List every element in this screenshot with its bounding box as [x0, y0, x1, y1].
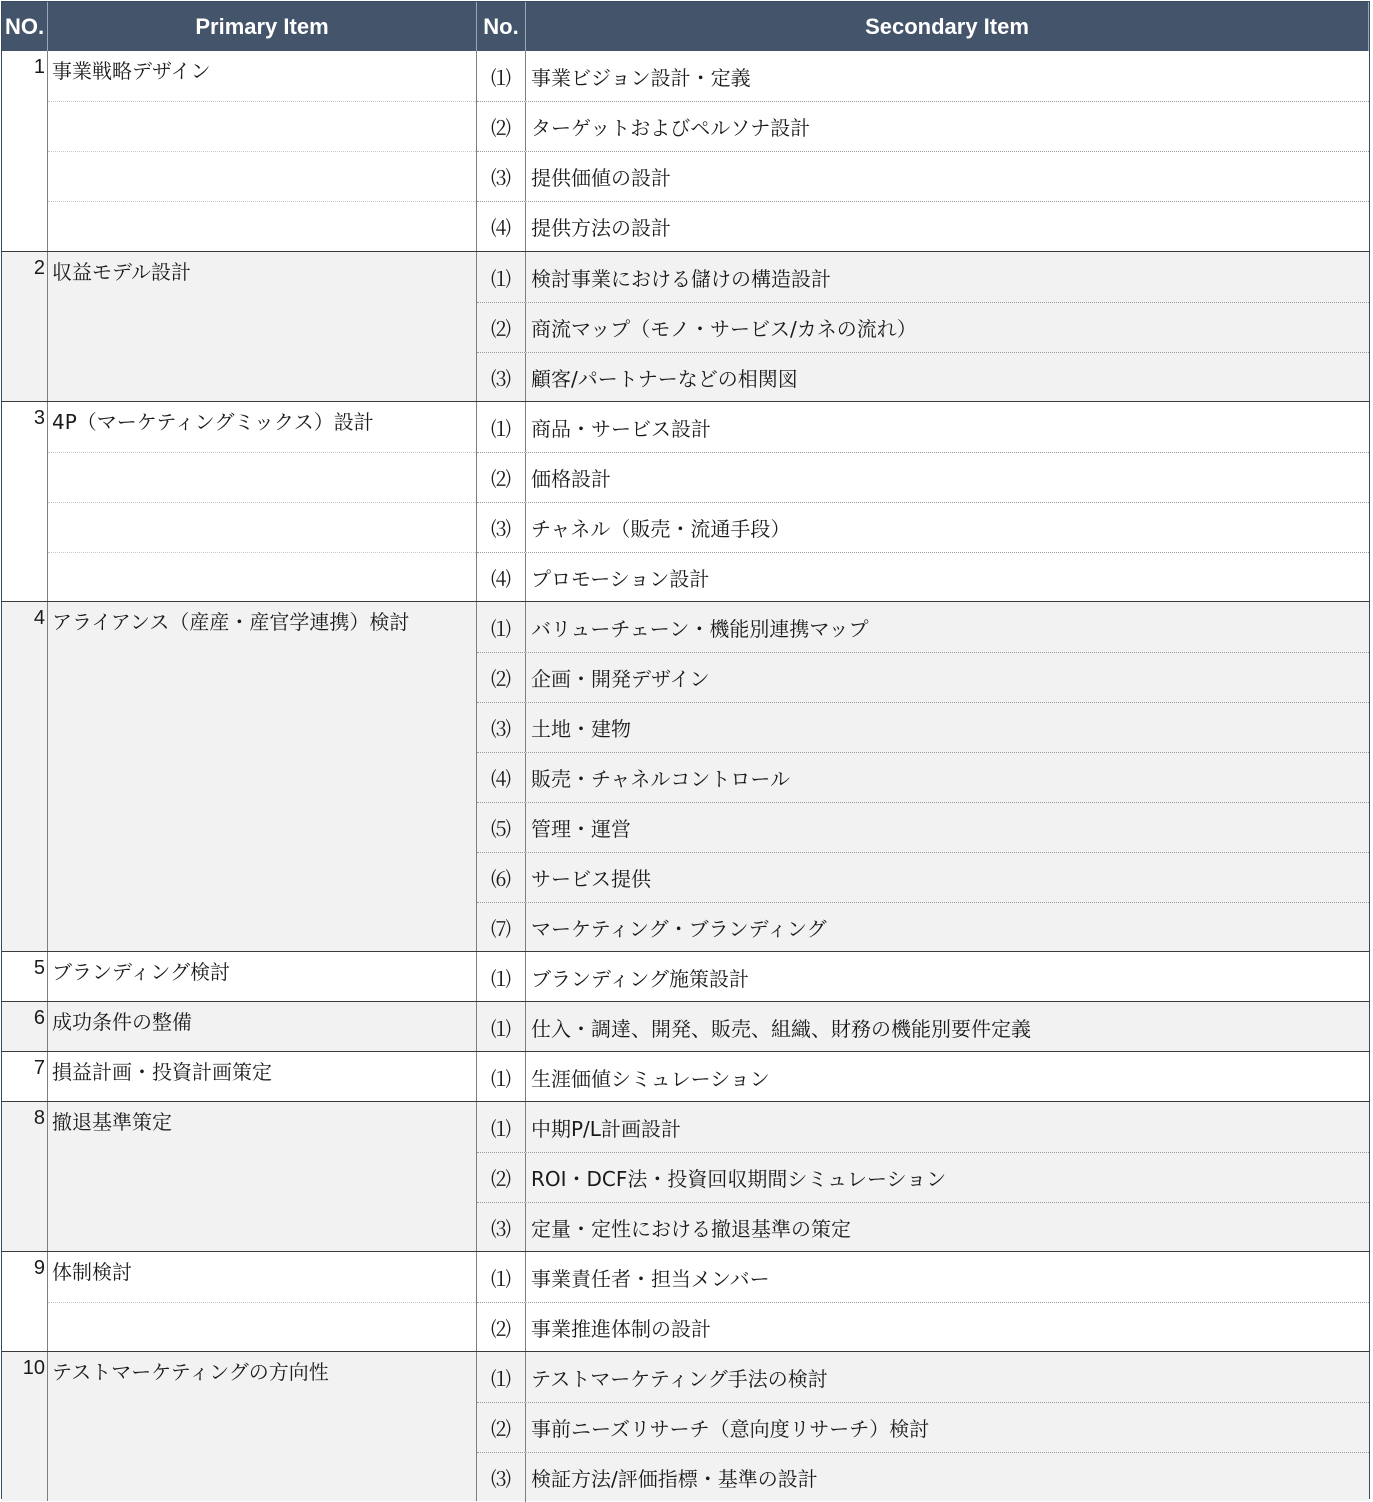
secondary-number: ⑸ [477, 803, 526, 852]
table-group [2, 1001, 1369, 1051]
table-group [2, 401, 1369, 601]
primary-item-label: アライアンス（産産・産官学連携）検討 [52, 610, 410, 634]
secondary-item: 顧客/パートナーなどの相関図 [531, 367, 798, 391]
secondary-number: ⑴ [477, 252, 526, 302]
secondary-number: ⑵ [477, 102, 526, 151]
row-divider [48, 151, 476, 152]
secondary-number: ⑴ [477, 952, 526, 1002]
primary-item-label: ブランディング検討 [52, 960, 230, 984]
header-sub-no: No. [477, 2, 526, 51]
table-row [477, 502, 1369, 552]
table-row [477, 852, 1369, 902]
table-group [2, 51, 1369, 251]
primary-item-label: 体制検討 [52, 1260, 132, 1284]
secondary-item: 企画・開発デザイン [531, 667, 710, 691]
secondary-item: プロモーション設計 [531, 567, 710, 591]
secondary-item: 事業推進体制の設計 [531, 1317, 711, 1341]
secondary-number: ⑷ [477, 202, 526, 251]
secondary-number: ⑵ [477, 1153, 526, 1202]
table-group [2, 1251, 1369, 1351]
table-row [477, 1452, 1369, 1502]
row-divider [48, 452, 476, 453]
primary-number: 8 [2, 1102, 48, 1251]
primary-item [48, 1352, 477, 1501]
table-row [477, 802, 1369, 852]
secondary-number: ⑶ [477, 1453, 526, 1502]
secondary-number: ⑺ [477, 903, 526, 952]
primary-item [48, 602, 477, 951]
table-row [477, 352, 1369, 402]
secondary-number: ⑴ [477, 1052, 526, 1102]
table-row [477, 1302, 1369, 1352]
secondary-number: ⑵ [477, 453, 526, 502]
secondary-item: 土地・建物 [531, 717, 631, 741]
table-row [477, 1402, 1369, 1452]
table-row [477, 1002, 1369, 1052]
secondary-number: ⑵ [477, 653, 526, 702]
secondary-number: ⑵ [477, 303, 526, 352]
table-row [477, 151, 1369, 201]
header-primary-item: Primary Item [48, 2, 477, 51]
secondary-item: 中期P/L計画設計 [531, 1116, 681, 1141]
primary-item-label: 撤退基準策定 [52, 1110, 172, 1134]
primary-item [48, 51, 477, 251]
table-row [477, 201, 1369, 251]
secondary-item: 管理・運営 [531, 817, 631, 841]
secondary-item: サービス提供 [531, 867, 651, 891]
secondary-item: マーケティング・ブランディング [531, 917, 827, 941]
table-row [477, 1152, 1369, 1202]
secondary-item: 商流マップ（モノ・サービス/カネの流れ） [531, 317, 917, 341]
table-row [477, 252, 1369, 302]
secondary-item: チャネル（販売・流通手段） [531, 517, 791, 541]
secondary-item: 提供方法の設計 [531, 216, 671, 240]
secondary-item: 事業責任者・担当メンバー [531, 1266, 770, 1291]
primary-number: 3 [2, 402, 48, 601]
table-row [477, 752, 1369, 802]
secondary-item: 商品・サービス設計 [531, 416, 711, 441]
secondary-number: ⑶ [477, 1203, 526, 1252]
primary-item-label: 収益モデル設計 [52, 260, 191, 284]
primary-number: 5 [2, 952, 48, 1001]
table-row [477, 302, 1369, 352]
primary-item-label: 損益計画・投資計画策定 [52, 1060, 272, 1084]
secondary-item: 提供価値の設計 [531, 166, 671, 190]
row-divider [48, 1302, 476, 1303]
table-row [477, 402, 1369, 452]
secondary-number: ⑶ [477, 152, 526, 201]
primary-item [48, 952, 477, 1001]
secondary-item: 検証方法/評価指標・基準の設計 [531, 1467, 818, 1491]
primary-item [48, 1002, 477, 1051]
secondary-number: ⑴ [477, 1102, 526, 1152]
table-row [477, 452, 1369, 502]
secondary-item: ROI・DCF法・投資回収期間シミュレーション [531, 1167, 947, 1191]
secondary-number: ⑶ [477, 353, 526, 402]
secondary-number: ⑴ [477, 51, 526, 101]
primary-item-label: 成功条件の整備 [52, 1010, 192, 1034]
secondary-number: ⑹ [477, 853, 526, 902]
secondary-number: ⑴ [477, 602, 526, 652]
secondary-number: ⑴ [477, 1352, 526, 1402]
secondary-item: 販売・チャネルコントロール [531, 767, 790, 791]
table-row [477, 101, 1369, 151]
secondary-item: 生涯価値シミュレーション [531, 1066, 770, 1091]
primary-item-label: 事業戦略デザイン [52, 59, 211, 83]
table-row [477, 602, 1369, 652]
secondary-item: テストマーケティング手法の検討 [531, 1366, 828, 1391]
primary-item [48, 1252, 477, 1351]
primary-number: 9 [2, 1252, 48, 1351]
table-row [477, 652, 1369, 702]
secondary-number: ⑴ [477, 1002, 526, 1052]
secondary-number: ⑵ [477, 1403, 526, 1452]
primary-number: 10 [2, 1352, 48, 1501]
secondary-item: 事業ビジョン設計・定義 [531, 65, 751, 90]
table-row [477, 1202, 1369, 1252]
table-group [2, 951, 1369, 1001]
header-no: NO. [2, 2, 48, 51]
row-divider [48, 502, 476, 503]
table-group [2, 251, 1369, 401]
row-divider [48, 552, 476, 553]
primary-item-label: 4P（マーケティングミックス）設計 [52, 410, 374, 434]
secondary-item: バリューチェーン・機能別連携マップ [531, 616, 869, 641]
secondary-item: 仕入・調達、開発、販売、組織、財務の機能別要件定義 [531, 1016, 1031, 1041]
secondary-item: 検討事業における儲けの構造設計 [531, 266, 831, 291]
row-divider [48, 201, 476, 202]
secondary-number: ⑶ [477, 703, 526, 752]
table-row [477, 1352, 1369, 1402]
primary-item [48, 402, 477, 601]
primary-number: 4 [2, 602, 48, 951]
table-row [477, 1252, 1369, 1302]
row-divider [48, 101, 476, 102]
primary-number: 6 [2, 1002, 48, 1051]
secondary-item: 事前ニーズリサーチ（意向度リサーチ）検討 [531, 1417, 930, 1441]
primary-item [48, 252, 477, 401]
table-group [2, 1351, 1369, 1501]
secondary-number: ⑵ [477, 1303, 526, 1352]
primary-item-label: テストマーケティングの方向性 [52, 1360, 329, 1384]
table-group [2, 601, 1369, 951]
secondary-number: ⑷ [477, 753, 526, 802]
primary-item [48, 1102, 477, 1251]
primary-number: 7 [2, 1052, 48, 1101]
primary-item [48, 1052, 477, 1101]
secondary-item: ブランディング施策設計 [531, 966, 749, 991]
item-table [1, 1, 1370, 1499]
secondary-item: ターゲットおよびペルソナ設計 [531, 116, 811, 140]
header-secondary-item: Secondary Item [526, 2, 1369, 51]
table-row [477, 552, 1369, 602]
table-row [477, 51, 1369, 101]
secondary-number: ⑴ [477, 1252, 526, 1302]
secondary-number: ⑶ [477, 503, 526, 552]
secondary-number: ⑴ [477, 402, 526, 452]
secondary-item: 定量・定性における撤退基準の策定 [531, 1217, 851, 1241]
primary-number: 1 [2, 51, 48, 251]
table-row [477, 1052, 1369, 1102]
table-group [2, 1101, 1369, 1251]
table-row [477, 952, 1369, 1002]
secondary-number: ⑷ [477, 553, 526, 602]
table-row [477, 902, 1369, 952]
secondary-item: 価格設計 [531, 467, 611, 491]
table-row [477, 702, 1369, 752]
table-row [477, 1102, 1369, 1152]
table-group [2, 1051, 1369, 1101]
primary-number: 2 [2, 252, 48, 401]
